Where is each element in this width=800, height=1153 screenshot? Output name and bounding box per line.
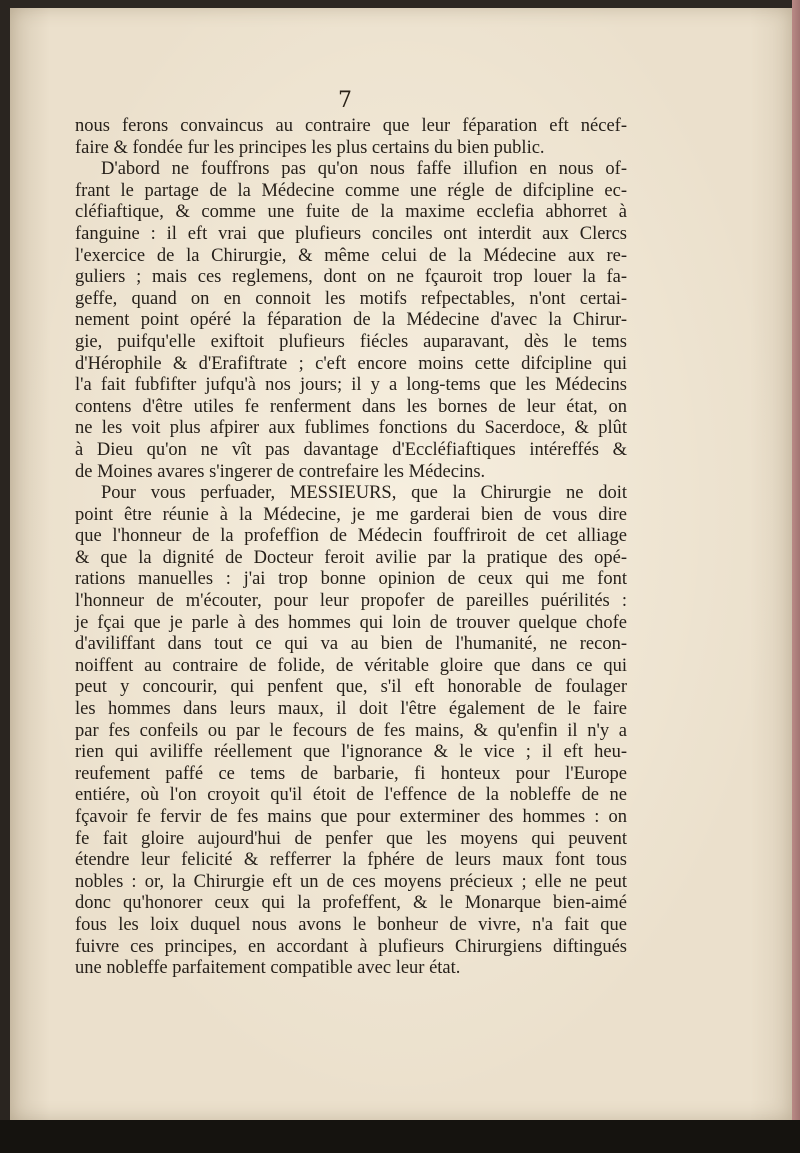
text-line: noiffent au contraire de folide, de véritable gloire que dans ce qui <box>75 655 627 676</box>
text-line: fçavoir fe fervir de fes mains que pour exterminer des hommes : on <box>75 807 627 827</box>
text-line: cléfiaftique, & comme une fuite de la maxime ecclefia abhorret à <box>75 202 627 223</box>
text-line: rations manuelles : j'ai trop bonne opinion de ceux qui me font <box>75 569 627 590</box>
text-line: nement point opéré la féparation de la Médecine d'avec la Chirur- <box>75 310 627 331</box>
text-line: faire & fondée fur les principes les plus certains du bien public. <box>75 137 545 158</box>
text-line: entiére, où l'on croyoit qu'il étoit de l'effence de la nobleffe de ne <box>75 785 627 806</box>
text-line: que l'honneur de la profeffion de Médecin fouffriroit de cet alliage <box>75 526 627 547</box>
text-line: rien qui aviliffe réellement que l'ignorance & le vice ; il eft heu- <box>75 742 627 763</box>
book-bottom-edge <box>0 1120 800 1153</box>
text-line: Pour vous perfuader, MESSIEURS, que la Chirurgie ne doit <box>101 483 627 504</box>
text-line: nobles : or, la Chirurgie eft un de ces moyens précieux ; elle ne peut <box>75 871 627 892</box>
text-line: ne les voit plus afpirer aux fublimes fonctions du Sacerdoce, & plût <box>75 418 627 439</box>
text-line: nous ferons convaincus au contraire que leur féparation eft nécef- <box>75 116 627 136</box>
text-line: je fçai que je parle à des hommes qui loin de trouver quelque chofe <box>75 612 627 633</box>
text-line: peut y concourir, qui penfent que, s'il eft honorable de foulager <box>75 677 627 698</box>
text-line: geffe, quand on en connoit les motifs refpectables, n'ont certai- <box>75 288 627 309</box>
text-line: point être réunie à la Médecine, je me garderai bien de vous dire <box>75 504 627 525</box>
text-line: frant le partage de la Médecine comme une régle de difcipline ec- <box>75 180 627 201</box>
text-line: donc qu'honorer ceux qui la profeffent, & le Monarque bien-aimé <box>75 893 627 914</box>
text-line: fe fait gloire aujourd'hui de penfer que les moyens qui peuvent <box>75 828 627 849</box>
text-line: une nobleffe parfaitement compatible avec leur état. <box>75 958 461 979</box>
text-line: les hommes dans leurs maux, il doit l'être également de le faire <box>75 699 627 720</box>
text-line: D'abord ne fouffrons pas qu'on nous faffe illufion en nous of- <box>101 159 627 180</box>
text-line: contens d'être utiles fe renferment dans les bornes de leur état, on <box>75 396 627 417</box>
text-line: l'exercice de la Chirurgie, & même celui de la Médecine aux re- <box>75 245 627 266</box>
text-line: reufement paffé ce tems de barbarie, fi honteux pour l'Europe <box>75 763 627 784</box>
text-line: l'honneur de m'écouter, pour leur propofer de pareilles puérilités : <box>75 591 627 612</box>
text-line: guliers ; mais ces reglemens, dont on ne fçauroit trop louer la fa- <box>75 267 627 288</box>
book-top-edge <box>10 0 800 8</box>
text-line: d'Hérophile & d'Erafiftrate ; c'eft encore moins cette difcipline qui <box>75 353 627 374</box>
page-number: 7 <box>338 88 352 113</box>
book-fore-edge <box>792 0 800 1153</box>
text-line: fanguine : il eft vrai que plufieurs conciles ont interdit aux Clercs <box>75 223 627 244</box>
text-line: d'aviliffant dans tout ce qui va au bien de l'humanité, ne recon- <box>75 634 627 655</box>
text-line: par fes confeils ou par le fecours de fes mains, & qu'enfin il n'y a <box>75 720 627 741</box>
text-line: fous les loix duquel nous avons le bonheur de vivre, n'a fait que <box>75 914 627 935</box>
text-line: étendre leur felicité & refferrer la fphére de leurs maux font tous <box>75 850 627 871</box>
text-line: à Dieu qu'on ne vît pas davantage d'Eccléfiaftiques intéreffés & <box>75 439 627 460</box>
text-line: gie, puifqu'elle exiftoit plufieurs fiécles auparavant, dès le tems <box>75 331 627 352</box>
body-text <box>75 116 627 980</box>
text-line: fuivre ces principes, en accordant à plufieurs Chirurgiens diftingués <box>75 936 627 957</box>
text-line: & que la dignité de Docteur feroit avilie par la pratique des opé- <box>75 547 627 568</box>
text-line: l'a fait fubfifter jufqu'à nos jours; il y a long-tems que les Médecins <box>75 375 627 396</box>
text-line: de Moines avares s'ingerer de contrefaire les Médecins. <box>75 461 486 482</box>
book-spine <box>0 0 10 1153</box>
